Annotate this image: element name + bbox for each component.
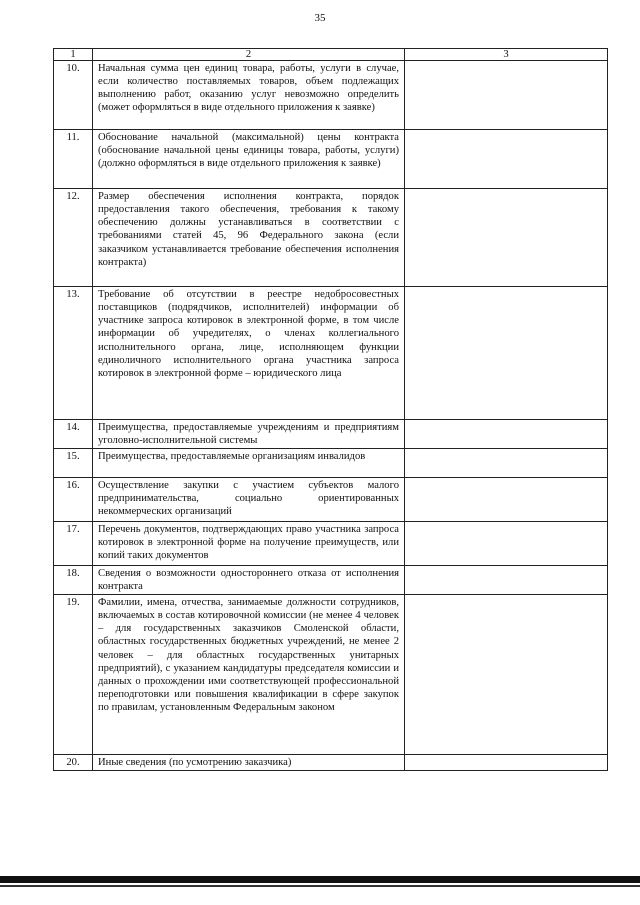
row-text: Иные сведения (по усмотрению заказчика)	[93, 755, 405, 771]
row-text: Преимущества, предоставляемые учреждениям и предприятиям уголовно-исполнительной системы	[93, 420, 405, 449]
row-value-cell	[405, 189, 608, 287]
row-value-cell	[405, 287, 608, 420]
row-text: Преимущества, предоставляемые организациям инвалидов	[93, 449, 405, 478]
header-col-2: 2	[93, 49, 405, 61]
bottom-scan-border	[0, 876, 640, 883]
row-value-cell	[405, 755, 608, 771]
row-text: Фамилии, имена, отчества, занимаемые должности сотрудников, включаемых в состав котировочной комиссии (не менее 4 человек – для государственных заказчиков Смоленской области, областных государственных бюджетных учреждений, не менее 2 человек – для областных государственных унитарных предприятий), с указанием кандидатуры председателя комиссии и данных о прохождении ими соответствующей профессиональной переподготовки или повышения квалификации в сфере закупок по правилам, установленным Федеральным законом	[93, 595, 405, 755]
row-value-cell	[405, 478, 608, 522]
row-number: 11.	[54, 130, 93, 189]
table-row	[54, 522, 608, 566]
row-number: 12.	[54, 189, 93, 287]
row-number: 18.	[54, 566, 93, 595]
row-number: 16.	[54, 478, 93, 522]
row-value-cell	[405, 420, 608, 449]
table-row	[54, 61, 608, 130]
row-number: 10.	[54, 61, 93, 130]
table-row	[54, 449, 608, 478]
row-text: Сведения о возможности одностороннего отказа от исполнения контракта	[93, 566, 405, 595]
page-number: 35	[314, 12, 326, 24]
table-row	[54, 595, 608, 755]
row-value-cell	[405, 130, 608, 189]
row-number: 20.	[54, 755, 93, 771]
requirements-table	[53, 48, 608, 771]
bottom-scan-border-thin	[0, 885, 640, 887]
row-number: 15.	[54, 449, 93, 478]
row-number: 17.	[54, 522, 93, 566]
row-value-cell	[405, 595, 608, 755]
table-row	[54, 566, 608, 595]
row-value-cell	[405, 566, 608, 595]
table-row	[54, 420, 608, 449]
row-value-cell	[405, 449, 608, 478]
row-value-cell	[405, 522, 608, 566]
row-text: Перечень документов, подтверждающих право участника запроса котировок в электронной форме на получение преимуществ, или копий таких документов	[93, 522, 405, 566]
row-text: Осуществление закупки с участием субъектов малого предпринимательства, социально ориентированных некоммерческих организаций	[93, 478, 405, 522]
row-text: Обоснование начальной (максимальной) цены контракта (обоснование начальной цены единицы товара, работы, услуги) (должно оформляться в виде отдельного приложения к заявке)	[93, 130, 405, 189]
table-row	[54, 478, 608, 522]
row-value-cell	[405, 61, 608, 130]
row-text: Начальная сумма цен единиц товара, работы, услуги в случае, если количество поставляемых товаров, объем подлежащих выполнению работ, оказанию услуг невозможно определить (может оформляться в виде отдельного приложения к заявке)	[93, 61, 405, 130]
table-row	[54, 287, 608, 420]
row-text: Требование об отсутствии в реестре недобросовестных поставщиков (подрядчиков, исполнителей) информации об участнике запроса котировок в электронной форме, в том числе информации об учредителях, о членах коллегиального исполнительного органа, лице, исполняющем функции единоличного исполнительного органа участника запроса котировок в электронной форме – юридического лица	[93, 287, 405, 420]
row-number: 19.	[54, 595, 93, 755]
row-number: 13.	[54, 287, 93, 420]
row-number: 14.	[54, 420, 93, 449]
table-row	[54, 189, 608, 287]
table-header-row	[54, 49, 608, 61]
row-text: Размер обеспечения исполнения контракта, порядок предоставления такого обеспечения, требования к такому обеспечению должны устанавливаться в соответствии с требованиями статей 45, 96 Федерального закона (если заказчиком устанавливается требование обеспечения исполнения контракта)	[93, 189, 405, 287]
header-col-3: 3	[405, 49, 608, 61]
table-row	[54, 755, 608, 771]
table-row	[54, 130, 608, 189]
header-col-1: 1	[54, 49, 93, 61]
